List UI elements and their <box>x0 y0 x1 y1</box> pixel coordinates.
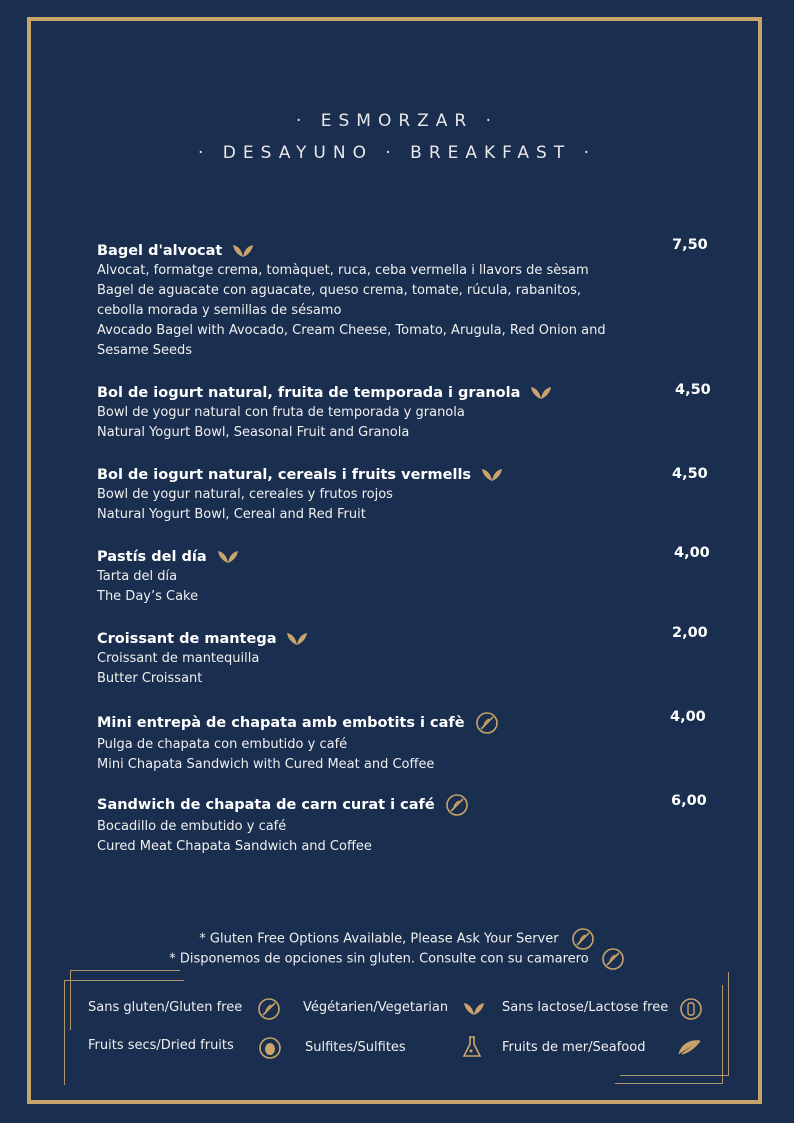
decorative-line <box>70 970 180 971</box>
item-name: Bagel d'alvocat <box>97 243 223 259</box>
item-description-line: Natural Yogurt Bowl, Cereal and Red Fruit <box>97 507 366 522</box>
decorative-line <box>64 980 65 1085</box>
item-price: 2,00 <box>672 625 708 641</box>
gluten-free-icon <box>475 711 499 735</box>
item-name: Pastís del día <box>97 549 207 565</box>
legend-seafood: Fruits de mer/Seafood <box>502 1040 646 1055</box>
item-name: Sandwich de chapata de carn curat i café <box>97 797 435 813</box>
legend-lactose-free: Sans lactose/Lactose free <box>502 1000 669 1015</box>
vegetarian-icon <box>463 1002 485 1016</box>
decorative-line <box>70 970 71 1030</box>
legend-dried-fruits: Fruits secs/Dried fruits <box>88 1038 234 1053</box>
gluten-note-spanish: * Disponemos de opciones sin gluten. Consulte con su camarero <box>0 947 794 971</box>
vegetarian-icon <box>217 550 239 564</box>
item-price: 4,00 <box>670 709 706 725</box>
item-description-line: Butter Croissant <box>97 671 203 686</box>
item-description-line: Bowl de yogur natural con fruta de temporada y granola <box>97 405 465 420</box>
vegetarian-icon <box>530 386 552 400</box>
item-name: Croissant de mantega <box>97 631 277 647</box>
item-name: Mini entrepà de chapata amb embotits i cafè <box>97 715 465 731</box>
menu-item <box>97 383 717 443</box>
dried-fruits-icon <box>258 1036 282 1060</box>
item-description-line: Alvocat, formatge crema, tomàquet, ruca, ceba vermella i llavors de sèsam <box>97 263 589 278</box>
menu-item <box>97 465 717 525</box>
item-price: 4,00 <box>674 545 710 561</box>
item-price: 4,50 <box>675 382 711 398</box>
lactose-free-icon <box>679 997 703 1021</box>
gluten-note-english: * Gluten Free Options Available, Please Ask Your Server <box>0 927 794 951</box>
menu-item <box>97 547 717 607</box>
decorative-line <box>64 980 184 981</box>
sulfites-icon <box>461 1035 483 1059</box>
item-description-line: Croissant de mantequilla <box>97 651 260 666</box>
decorative-line <box>722 985 723 1084</box>
menu-item <box>97 793 717 857</box>
item-price: 4,50 <box>672 466 708 482</box>
gluten-free-icon <box>601 947 625 971</box>
item-description-line: cebolla morada y semillas de sésamo <box>97 303 342 318</box>
decorative-line <box>615 1083 723 1084</box>
legend-gluten-free: Sans gluten/Gluten free <box>88 1000 243 1015</box>
legend-vegetarian: Végétarien/Vegetarian <box>303 1000 449 1015</box>
gluten-free-icon <box>257 997 281 1021</box>
item-price: 6,00 <box>671 793 707 809</box>
section-title-catalan: · ESMORZAR · <box>295 111 499 131</box>
item-description-line: Bowl de yogur natural, cereales y frutos rojos <box>97 487 393 502</box>
item-name: Bol de iogurt natural, fruita de temporada i granola <box>97 385 521 401</box>
item-description-line: Cured Meat Chapata Sandwich and Coffee <box>97 839 372 854</box>
menu-item <box>97 241 717 361</box>
item-description-line: The Day’s Cake <box>97 589 199 604</box>
decorative-line <box>620 1075 728 1076</box>
vegetarian-icon <box>286 632 308 646</box>
gluten-free-icon <box>445 793 469 817</box>
legend-sulfites: Sulfites/Sulfites <box>305 1040 406 1055</box>
vegetarian-icon <box>232 244 254 258</box>
menu-item <box>97 711 717 775</box>
item-description-line: Tarta del día <box>97 569 178 584</box>
vegetarian-icon <box>481 468 503 482</box>
item-description-line: Bocadillo de embutido y café <box>97 819 287 834</box>
item-price: 7,50 <box>672 237 708 253</box>
item-name: Bol de iogurt natural, cereals i fruits vermells <box>97 467 472 483</box>
menu-item <box>97 629 717 689</box>
item-description-line: Bagel de aguacate con aguacate, queso crema, tomate, rúcula, rabanitos, <box>97 283 582 298</box>
item-description-line: Sesame Seeds <box>97 343 193 358</box>
seafood-icon <box>676 1036 704 1058</box>
item-description-line: Natural Yogurt Bowl, Seasonal Fruit and Granola <box>97 425 410 440</box>
decorative-line <box>728 972 729 1076</box>
item-description-line: Avocado Bagel with Avocado, Cream Cheese, Tomato, Arugula, Red Onion and <box>97 323 606 338</box>
section-title-spanish-english: · DESAYUNO · BREAKFAST · <box>197 143 596 163</box>
item-description-line: Mini Chapata Sandwich with Cured Meat and Coffee <box>97 757 435 772</box>
item-description-line: Pulga de chapata con embutido y café <box>97 737 348 752</box>
